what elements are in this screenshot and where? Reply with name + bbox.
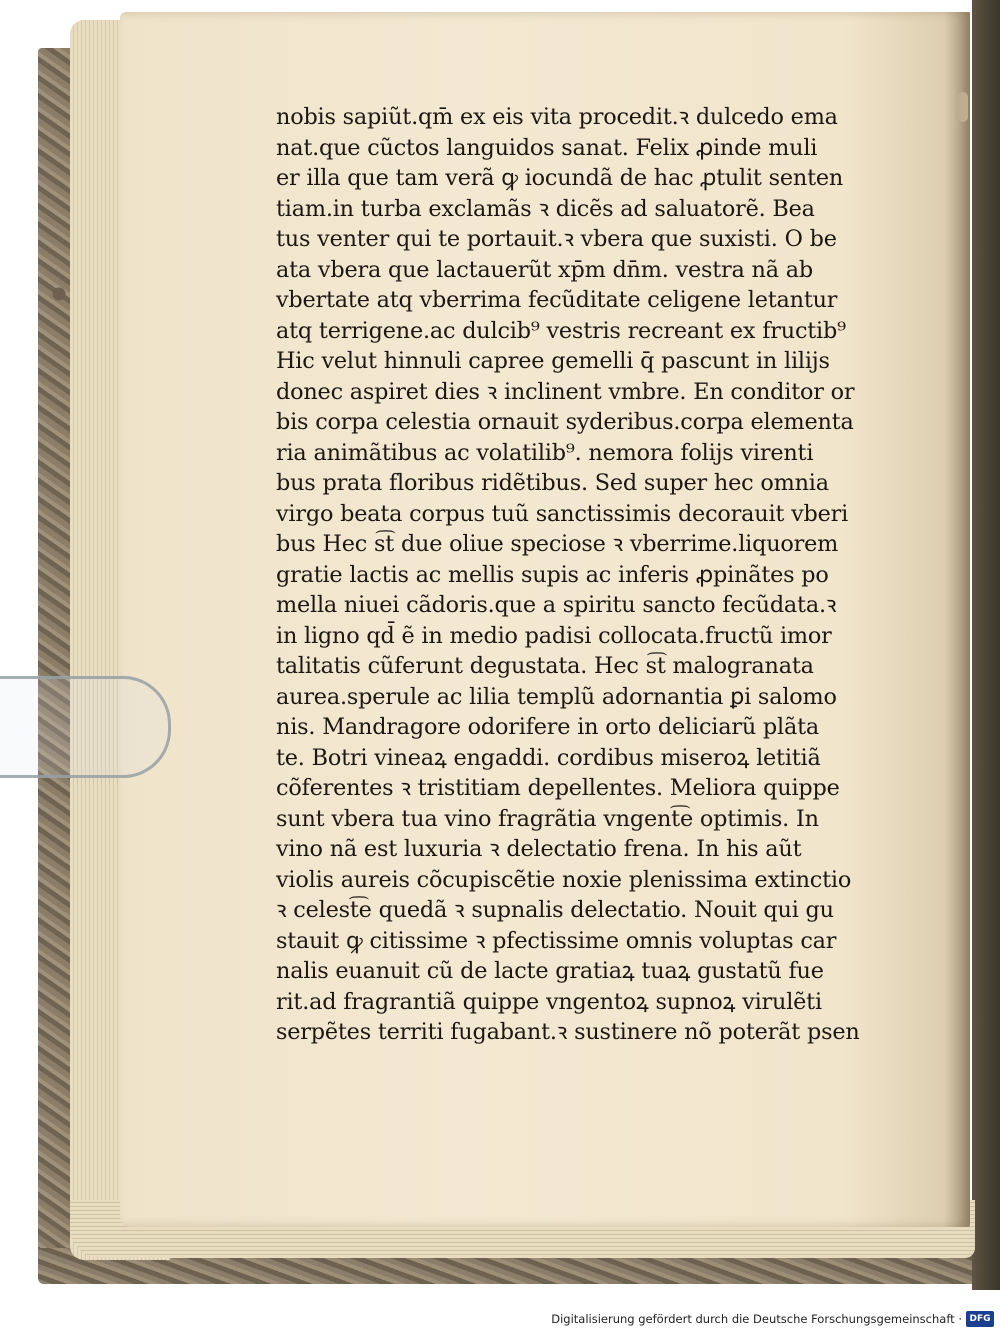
text-line: in ligno qd̄ ẽ in medio padisi collocata.fructũ imor [276, 622, 832, 649]
text-line: nis. Mandragore odorifere in orto deliciarũ plãta [276, 714, 819, 740]
text-line: nalis euanuit cũ de lacte gratiaꝝ tuaꝝ gustatũ fue [276, 958, 824, 984]
text-line: atq terrigene.ac dulcib⁹ vestris recreant ex fructib⁹ [276, 317, 846, 344]
text-line: nobis sapiũt.qm̄ ex eis vita procedit.ꝛ dulcedo ema [276, 104, 838, 130]
text-line: donec aspiret dies ꝛ inclinent vmbre. En conditor or [276, 378, 855, 405]
text-line: gratie lactis ac mellis supis ac inferis ꝓpinãtes po [276, 561, 829, 588]
text-line: tus venter qui te portauit.ꝛ vbera que suxisti. O be [276, 226, 837, 252]
text-line: er illa que tam verã ꝙ iocundã de hac ꝓtulit senten [276, 165, 844, 191]
text-line: Hic velut hinnuli capree gemelli q̄ pascunt in lilijs [276, 348, 830, 374]
text-line: aurea.sperule ac lilia templũ adornantia ꝑi salomo [276, 683, 837, 710]
text-line: talitatis cũferunt degustata. Hec s͡t malogranata [276, 653, 814, 679]
printed-text-block [276, 102, 876, 1048]
text-line: sunt vbera tua vino fragrãtia vngent͡e optimis. In [276, 805, 819, 832]
text-line: tiam.in turba exclamãs ꝛ dicẽs ad saluatorẽ. Bea [276, 195, 815, 222]
plastic-clip [0, 676, 171, 778]
text-line: rit.ad fragrantiã quippe vngentoꝝ supnoꝝ virulẽti [276, 988, 822, 1015]
text-line: cõferentes ꝛ tristitiam depellentes. Meliora quippe [276, 775, 840, 801]
text-line: ria animãtibus ac volatilib⁹. nemora folijs virenti [276, 439, 814, 466]
footer-bar [0, 1310, 1000, 1330]
text-line: virgo beata corpus tuũ sanctissimis decorauit vberi [276, 500, 849, 527]
text-line: vino nã est luxuria ꝛ delectatio frena. In his aũt [276, 836, 802, 862]
spine-shadow [944, 12, 970, 1227]
text-line: bis corpa celestia ornauit syderibus.corpa elementa [276, 409, 854, 435]
page-corner [958, 92, 968, 122]
text-line: bus Hec s͡t due oliue speciose ꝛ vberrime.liquorem [276, 531, 839, 557]
funding-credit: Digitalisierung gefördert durch die Deutsche Forschungsgemeinschaft · [551, 1312, 962, 1326]
text-line: ata vbera que lactauerũt xp̄m dn̄m. vestra nã ab [276, 256, 813, 283]
dfg-logo-icon: DFG [966, 1311, 994, 1327]
text-line: mella niuei cãdoris.que a spiritu sancto fecũdata.ꝛ [276, 592, 837, 618]
text-line: stauit ꝙ citissime ꝛ pfectissime omnis voluptas car [276, 927, 837, 954]
text-line: ꝛ celest͡e quedã ꝛ supnalis delectatio. Nouit qui gu [276, 897, 834, 923]
text-line: bus prata floribus ridẽtibus. Sed super hec omnia [276, 470, 829, 496]
text-line: te. Botri vineaꝝ engaddi. cordibus miseroꝝ letitiã [276, 744, 821, 771]
text-line: vbertate atq vberrima fecũditate celigene letantur [276, 287, 838, 313]
text-line: serpẽtes territi fugabant.ꝛ sustinere nõ poterãt psen [276, 1019, 860, 1045]
binding-edge [972, 0, 1000, 1290]
text-line: nat.que cũctos languidos sanat. Felix ꝓinde muli [276, 134, 818, 161]
text-line: violis aureis cõcupiscẽtie noxie plenissima extinctio [276, 866, 852, 893]
